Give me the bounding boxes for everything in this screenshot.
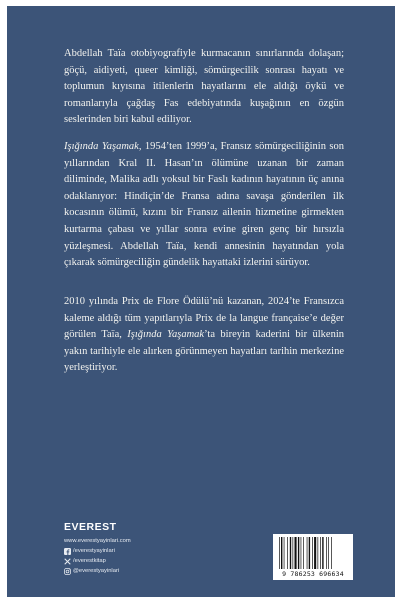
- barcode-bar: [284, 537, 285, 569]
- back-cover: [7, 6, 395, 597]
- barcode-bar: [307, 537, 308, 569]
- x-row: [64, 556, 131, 566]
- isbn-barcode: [273, 534, 353, 580]
- facebook-handle[interactable]: /everestyayinlari: [73, 548, 115, 554]
- instagram-handle[interactable]: @everestyayinlari: [73, 568, 120, 574]
- instagram-icon: [64, 568, 71, 575]
- barcode-bar: [318, 537, 319, 569]
- barcode-bar: [331, 537, 332, 569]
- barcode-bar: [290, 537, 291, 569]
- publisher-logo: EVEREST: [64, 521, 117, 533]
- barcode-bar: [287, 537, 288, 569]
- barcode-bar: [322, 537, 323, 569]
- publisher-contact: [64, 536, 131, 576]
- x-icon: [64, 558, 71, 565]
- paragraph-author-intro: [64, 46, 344, 129]
- barcode-bar: [314, 537, 316, 569]
- barcode-bar: [312, 537, 313, 569]
- website-link[interactable]: www.everestyayinlari.com: [64, 538, 131, 544]
- barcode-bar: [301, 537, 302, 569]
- barcode-bars: [278, 537, 348, 569]
- isbn-number: 9 786253 696634: [282, 570, 344, 578]
- instagram-row: [64, 566, 131, 576]
- barcode-bar: [303, 537, 304, 569]
- paragraph-1-text: Abdellah Taïa otobiyografiyle kurmacanın sınırlarında dolaşan; göçü, aidiyeti, queer kimliği, sömürgecilik sonrası hayatı ve toplumun kıyısına itilenlerin hayatlarını ele aldığı öykü ve romanlarıyla çağdaş Fas edebiyatında kuşağının en özgün seslerinden biri kabul ediliyor.: [64, 48, 344, 126]
- barcode-bar: [295, 537, 297, 569]
- x-handle[interactable]: /everestkitap: [73, 558, 106, 564]
- paragraph-3-text-before: 2010 yılında Prix de Flore Ödülü’nü kazanan, 2024’te Fransızca kaleme aldığı tüm yapıtlarıyla Prix de la langue française’e değer görülen Taïa,: [64, 296, 344, 341]
- paragraph-awards: [64, 294, 344, 377]
- barcode-bar: [328, 537, 329, 569]
- facebook-icon: [64, 548, 71, 555]
- website-row: [64, 536, 131, 546]
- barcode-bar: [279, 537, 280, 569]
- paragraph-2-text: , 1954’ten 1999’a, Fransız sömürgeciliğinin son yıllarından Kral II. Hasan’ın ölümüne uzanan bir zaman diliminde, Malika adlı yoksul bir Faslı kadının hayatının üç anına odaklanıyor: Hindiçin’de Fransa adına savaşa gönderilen ilk kocasının ölümü, kızını bir Fransız ailenin hizmetine girmekten kurtarma çabası ve yıllar sonra evine giren genç bir hırsızla yüzleşmesi. Abdellah Taïa, kendi annesinin hayatından yola çıkarak sömürgeciliğin gündelik hayattaki izlerini sürüyor.: [64, 141, 344, 269]
- barcode-bar: [309, 537, 310, 569]
- book-title-italic: Işığında Yaşamak: [64, 141, 139, 152]
- barcode-bar: [281, 537, 282, 569]
- facebook-row: [64, 546, 131, 556]
- barcode-bar: [320, 537, 321, 569]
- book-title-italic: Işığında Yaşamak: [127, 329, 205, 341]
- barcode-bar: [298, 537, 299, 569]
- paragraph-3-text-after: ’ta bireyin kaderini bir ülkenin yakın tarihiyle ele alırken görünmeyen hayatları tarihin merkezine yerleştiriyor.: [64, 329, 345, 374]
- paragraph-synopsis: [64, 139, 344, 272]
- barcode-bar: [293, 537, 294, 569]
- barcode-bar: [326, 537, 327, 569]
